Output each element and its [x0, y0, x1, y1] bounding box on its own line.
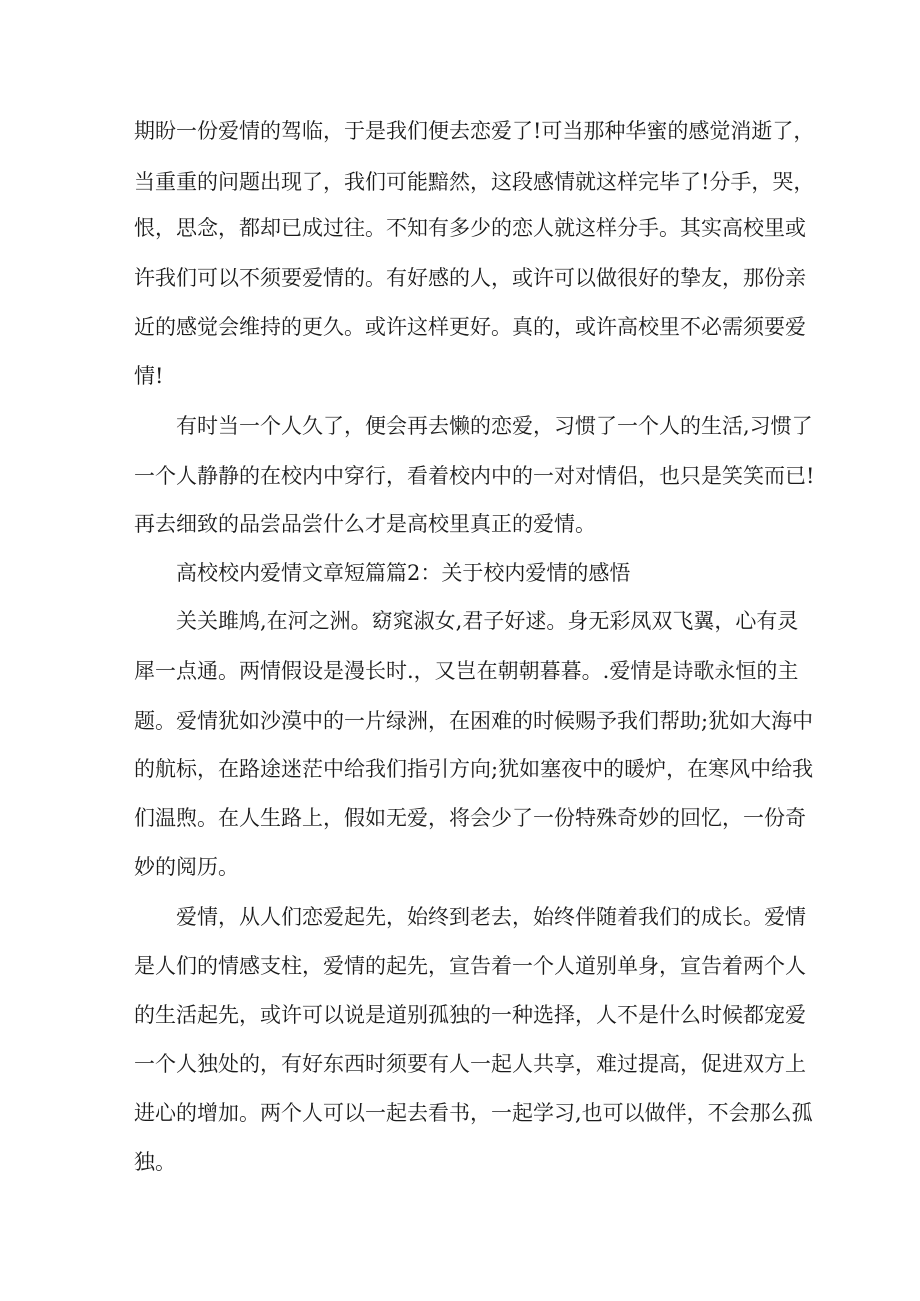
- text-line: 再去细致的品尝品尝什么才是高校里真正的爱情。: [134, 512, 596, 536]
- text-line: 一个人静静的在校内中穿行，看着校内中的一对对情侣，也只是笑笑而已!: [134, 464, 815, 488]
- text-line: 近的感觉会维持的更久。或许这样更好。真的，或许高校里不必需须要爱: [134, 315, 806, 339]
- text-line: 当重重的问题出现了，我们可能黯然，这段感情就这样完毕了!分手，哭，: [134, 170, 815, 194]
- text-line: 情!: [134, 364, 164, 388]
- text-line: 关关雎鸠,在河之洲。窈窕淑女,君子好逑。身无彩凤双飞翼，心有灵: [176, 609, 799, 633]
- text-line: 许我们可以不须要爱情的。有好感的人，或许可以做很好的挚友，那份亲: [134, 266, 806, 290]
- text-line: 犀一点通。两情假设是漫长时.，又岂在朝朝暮暮。.爱情是诗歌永恒的主: [134, 659, 799, 683]
- text-line: 是人们的情感支柱，爱情的起先，宣告着一个人道别单身，宣告着两个人: [134, 954, 806, 978]
- text-line: 有时当一个人久了，便会再去懒的恋爱，习惯了一个人的生活,习惯了: [176, 414, 813, 438]
- text-line: 妙的阅历。: [134, 855, 239, 879]
- text-line: 期盼一份爱情的驾临，于是我们便去恋爱了!可当那种华蜜的感觉消逝了，: [134, 119, 815, 143]
- text-line: 一个人独处的，有好东西时须要有人一起人共享，难过提高，促进双方上: [134, 1052, 806, 1076]
- text-line: 的生活起先，或许可以说是道别孤独的一种选择，人不是什么时候都宠爱: [134, 1003, 806, 1027]
- text-line: 爱情，从人们恋爱起先，始终到老去，始终伴随着我们的成长。爱情: [176, 905, 806, 929]
- text-line: 恨，思念，都却已成过往。不知有多少的恋人就这样分手。其实高校里或: [134, 216, 806, 240]
- text-line: 们温煦。在人生路上，假如无爱，将会少了一份特殊奇妙的回忆，一份奇: [134, 806, 806, 830]
- text-line: 题。爱情犹如沙漠中的一片绿洲，在困难的时候赐予我们帮助;犹如大海中: [134, 709, 814, 733]
- heading-line: 高校校内爱情文章短篇篇2：关于校内爱情的感悟: [176, 561, 631, 585]
- text-line: 进心的增加。两个人可以一起去看书，一起学习,也可以做伴，不会那么孤: [134, 1101, 813, 1125]
- text-line: 的航标，在路途迷茫中给我们指引方向;犹如塞夜中的暖炉，在寒风中给我: [134, 757, 814, 781]
- text-line: 独。: [134, 1150, 176, 1174]
